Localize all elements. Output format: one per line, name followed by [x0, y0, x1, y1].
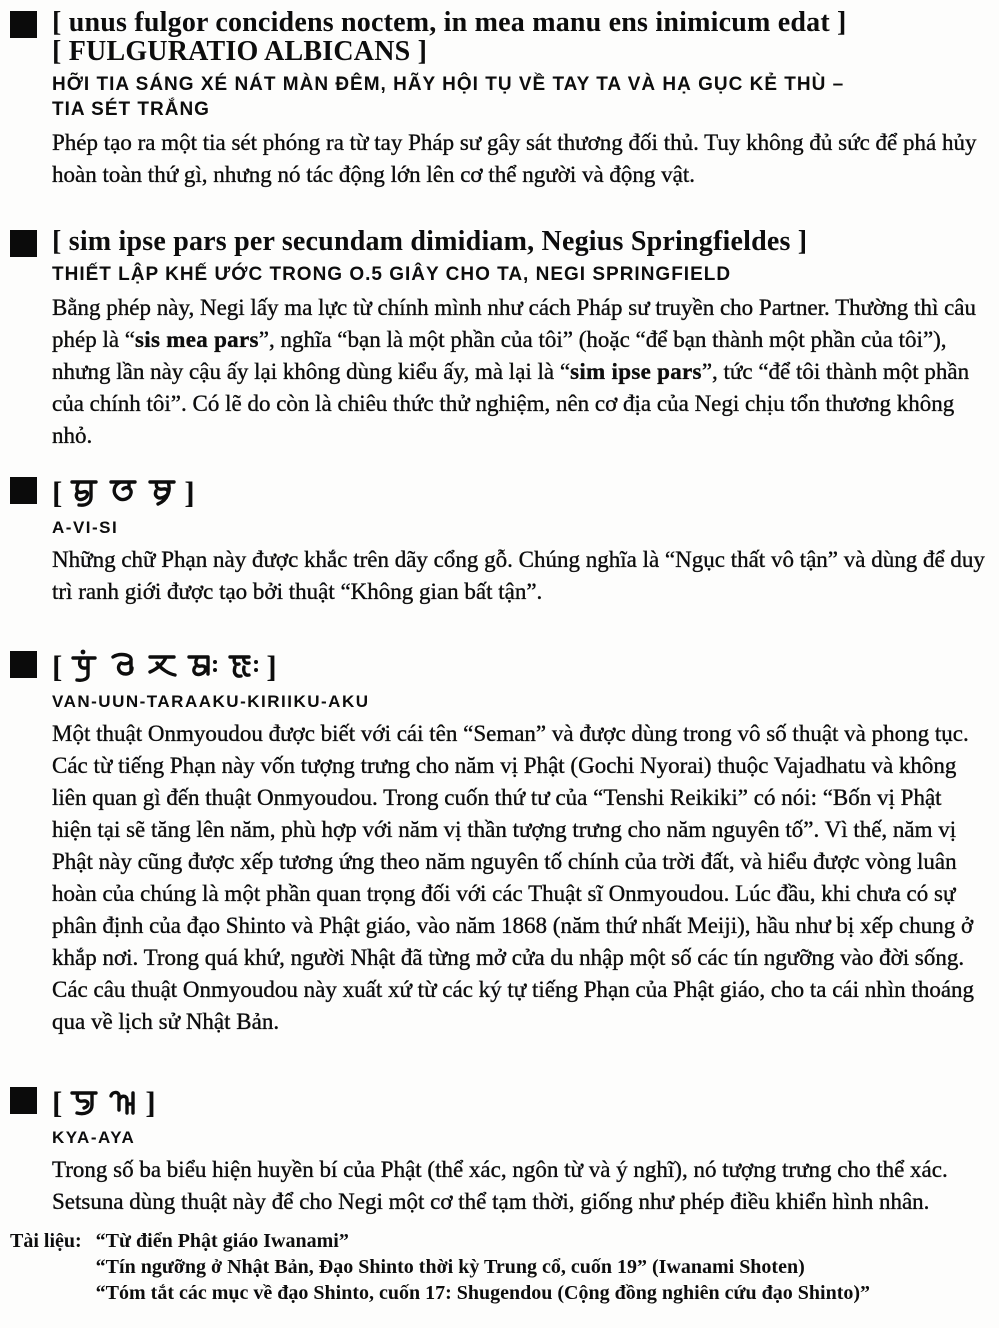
spell-name-vietnamese: TIA SÉT TRẮNG	[52, 99, 210, 120]
siddham-kya-icon	[67, 1084, 101, 1122]
siddham-uun-icon	[106, 648, 140, 686]
spell-name-latin: [ FULGURATIO ALBICANS ]	[52, 36, 428, 67]
bracket-open: [	[52, 1085, 63, 1120]
siddham-aya-icon	[106, 1084, 140, 1122]
section-marker-square	[10, 651, 37, 678]
incantation-latin: [ sim ipse pars per secundam dimidiam, Negius Springfieldes ]	[52, 226, 808, 257]
siddham-kiriiku-icon	[184, 648, 220, 686]
romanization-label: A-VI-SI	[52, 518, 119, 537]
entry-content	[52, 648, 985, 1038]
siddham-aku-icon	[225, 648, 261, 686]
spell-description: Những chữ Phạn này được khắc trên dãy cổng gỗ. Chúng nghĩa là “Ngục thất vô tận” và dùng để duy trì ranh giới được tạo bởi thuật “Không gian bất tận”.	[52, 547, 985, 604]
section-marker-square	[10, 11, 37, 38]
section-marker-square	[10, 1087, 37, 1114]
siddham-a-icon	[67, 474, 101, 512]
siddham-van-icon	[67, 648, 101, 686]
section-marker-square	[10, 230, 37, 257]
bracket-open: [	[52, 649, 63, 684]
reference-item: “Tín ngưỡng ở Nhật Bản, Đạo Shinto thời kỳ Trung cổ, cuốn 19” (Iwanami Shoten)	[95, 1256, 805, 1278]
spell-description: Phép tạo ra một tia sét phóng ra từ tay Pháp sư gây sát thương đối thủ. Tuy không đủ sức để phá hủy hoàn toàn thứ gì, nhưng nó tác động lớn lên cơ thể người và động vật.	[52, 130, 977, 187]
spell-description: Một thuật Onmyoudou được biết với cái tên “Seman” và được dùng trong vô số thuật và phong tục. Các từ tiếng Phạn này vốn tượng trưng cho năm vị Phật (Gochi Nyorai) thuộc Vajadhatu và không liên quan gì đến thuật Onmyoudou. Trong cuốn thứ tư của “Tenshi Reikiki” có nói: “Bốn vị Phật hiện tại sẽ tăng lên năm, phù hợp với năm vị thần tượng trưng cho năm nguyên tố”. Vì thế, năm vị Phật này cũng được xếp tương ứng theo năm nguyên tố chính của trời đất, và hiểu được vòng luân hoàn của chúng là một phần quan trọng đối với các Thuật sĩ Onmyoudou. Lúc đầu, khi chưa có sự phân định của đạo Shinto và Phật giáo, vào năm 1868 (năm thứ nhất Meiji), hầu như bị xếp chung ở khắp nơi. Trong quá khứ, người Nhật đã từng mở cửa du nhập một số các tín ngưỡng vào đời sống. Các câu thuật Onmyoudou này xuất xứ từ các ký tự tiếng Phạn của Phật giáo, cho ta cái nhìn thoáng qua về lịch sử Nhật Bản.	[52, 721, 975, 1034]
spell-entry-seman	[10, 648, 985, 1038]
sanskrit-glyph-row	[52, 1084, 985, 1122]
entry-content	[52, 227, 985, 452]
bracket-close: ]	[184, 475, 195, 510]
entry-content	[52, 1084, 985, 1218]
description-segment: ”, nghĩa “bạn là một phần của tôi” (hoặc “để bạn thành một phần của tôi”), nhưng lần này cậu ấy lại không dùng kiểu ấy, mà lại là “	[52, 327, 947, 384]
bracket-close: ]	[145, 1085, 156, 1120]
references-footer	[10, 1228, 985, 1306]
description-segment: ”, tức “để tôi thành một phần của chính tôi”. Có lẽ do còn là chiêu thức thử nghiệm, nên cơ địa của Negi chịu tổn thương không nhỏ.	[52, 359, 970, 448]
bracket-open: [	[52, 475, 63, 510]
sanskrit-glyph-row	[52, 474, 985, 512]
siddham-taraaku-icon	[145, 648, 179, 686]
spell-entry-avisi	[10, 474, 985, 608]
references-label: Tài liệu:	[10, 1230, 82, 1252]
reference-list	[96, 1228, 870, 1306]
latin-phrase-sim-ipse-pars: sim ipse pars	[570, 359, 702, 384]
reference-item: “Tóm tắt các mục về đạo Shinto, cuốn 17: Shugendou (Cộng đồng nghiên cứu đạo Shinto)”	[95, 1282, 871, 1304]
entry-content	[52, 474, 985, 608]
incantation-vietnamese: HỠI TIA SÁNG XÉ NÁT MÀN ĐÊM, HÃY HỘI TỤ VỀ TAY TA VÀ HẠ GỤC KẺ THÙ –	[52, 74, 845, 95]
latin-phrase-sis-mea-pars: sis mea pars	[135, 327, 259, 352]
section-marker-square	[10, 477, 37, 504]
incantation-latin: [ unus fulgor concidens noctem, in mea manu ens inimicum edat ]	[52, 7, 847, 38]
entry-content	[52, 8, 985, 191]
spell-description	[52, 292, 985, 452]
sanskrit-glyph-row	[52, 648, 985, 686]
romanization-label: VAN-UUN-TARAAKU-KIRIIKU-AKU	[52, 692, 370, 711]
siddham-si-icon	[145, 474, 179, 512]
siddham-vi-icon	[106, 474, 140, 512]
bracket-close: ]	[266, 649, 277, 684]
spell-description: Trong số ba biểu hiện huyền bí của Phật (thể xác, ngôn từ và ý nghĩ), nó tượng trưng cho thể xác. Setsuna dùng thuật này để cho Negi một cơ thể tạm thời, giống như phép điều khiển hình nhân.	[52, 1157, 948, 1214]
spell-entry-kyaaya	[10, 1084, 985, 1218]
spell-entry-fulguratio	[10, 8, 985, 191]
romanization-label: KYA-AYA	[52, 1128, 136, 1147]
incantation-vietnamese: THIẾT LẬP KHẾ ƯỚC TRONG O.5 GIÂY CHO TA, NEGI SPRINGFIELD	[52, 264, 732, 285]
spell-entry-sim-ipse-pars	[10, 227, 985, 452]
description-segment: Bằng phép này, Negi lấy ma lực từ chính mình như cách Pháp sư truyền cho Partner. Thường thì câu phép là “	[52, 295, 977, 352]
reference-item: “Từ điển Phật giáo Iwanami”	[95, 1230, 349, 1252]
